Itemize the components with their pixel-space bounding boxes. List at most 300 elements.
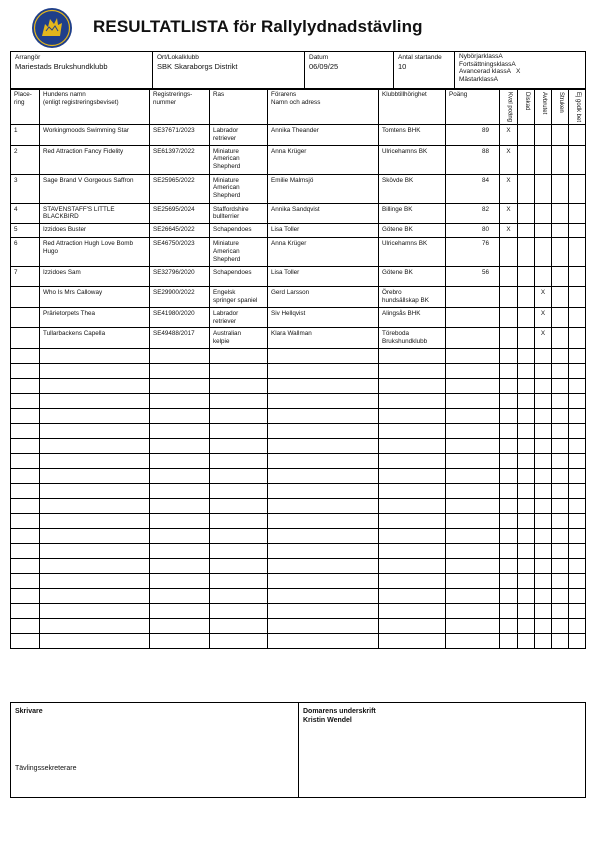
struken-cell (552, 174, 569, 203)
ejgodkand-cell (569, 287, 586, 308)
ras-cell: Engelsk springer spaniel (210, 287, 268, 308)
signature-table (10, 702, 586, 798)
empty-row (11, 408, 586, 423)
sekreterare-label: Tävlingssekreterare (15, 765, 77, 772)
ejgodkand-cell (569, 328, 586, 349)
empty-cell (552, 543, 569, 558)
col-kval-label: Kval poäng (506, 92, 513, 123)
empty-cell (446, 513, 500, 528)
empty-cell (446, 603, 500, 618)
empty-cell (40, 393, 150, 408)
empty-cell (500, 603, 518, 618)
empty-cell (268, 378, 379, 393)
empty-cell (40, 378, 150, 393)
empty-cell (268, 363, 379, 378)
empty-cell (518, 363, 535, 378)
empty-cell (535, 468, 552, 483)
empty-cell (268, 603, 379, 618)
diskad-cell (518, 328, 535, 349)
kval-cell: X (500, 203, 518, 224)
empty-cell (500, 438, 518, 453)
avbrutet-cell: X (535, 307, 552, 328)
empty-cell (268, 573, 379, 588)
kval-cell (500, 328, 518, 349)
empty-cell (535, 603, 552, 618)
empty-cell (569, 348, 586, 363)
empty-row (11, 348, 586, 363)
empty-row (11, 558, 586, 573)
empty-cell (446, 408, 500, 423)
empty-cell (379, 393, 446, 408)
empty-cell (268, 513, 379, 528)
antal-label: Antal startande (398, 54, 442, 61)
empty-cell (11, 603, 40, 618)
empty-cell (500, 513, 518, 528)
domare-label: Domarens underskrift (303, 708, 376, 715)
empty-cell (150, 573, 210, 588)
placering-cell: 1 (11, 125, 40, 146)
diskad-cell (518, 125, 535, 146)
empty-cell (150, 528, 210, 543)
empty-cell (268, 348, 379, 363)
empty-cell (11, 378, 40, 393)
avbrutet-cell (535, 145, 552, 174)
ejgodkand-cell (569, 145, 586, 174)
regnr-cell: SE29900/2022 (150, 287, 210, 308)
col-klubb: Klubbtillhörighet (379, 89, 446, 125)
kval-cell (500, 238, 518, 267)
empty-cell (40, 603, 150, 618)
forare-cell: Anna Krüger (268, 238, 379, 267)
placering-cell: 5 (11, 224, 40, 238)
empty-row (11, 618, 586, 633)
empty-cell (11, 633, 40, 648)
poang-cell (446, 328, 500, 349)
col-hundnamn: Hundens namn (enligt registreringsbeviset) (40, 89, 150, 125)
empty-cell (379, 543, 446, 558)
empty-cell (11, 558, 40, 573)
empty-cell (210, 453, 268, 468)
empty-cell (379, 633, 446, 648)
klubb-cell: Örebro hundsällskap BK (379, 287, 446, 308)
empty-cell (268, 588, 379, 603)
empty-cell (535, 438, 552, 453)
empty-cell (500, 378, 518, 393)
empty-cell (535, 513, 552, 528)
empty-cell (518, 528, 535, 543)
empty-cell (40, 453, 150, 468)
empty-cell (552, 423, 569, 438)
domare-cell (299, 703, 586, 798)
empty-cell (446, 498, 500, 513)
empty-cell (379, 618, 446, 633)
placering-cell: 7 (11, 267, 40, 287)
empty-row (11, 423, 586, 438)
empty-cell (500, 408, 518, 423)
empty-cell (11, 528, 40, 543)
empty-cell (552, 453, 569, 468)
empty-cell (500, 498, 518, 513)
empty-row (11, 453, 586, 468)
regnr-cell: SE25695/2024 (150, 203, 210, 224)
empty-cell (268, 498, 379, 513)
empty-cell (210, 408, 268, 423)
empty-cell (210, 543, 268, 558)
hund-cell: Red Attraction Hugh Love Bomb Hugo (40, 238, 150, 267)
page-title: RESULTATLISTA för Rallylydnadstävling (93, 17, 423, 36)
empty-cell (535, 588, 552, 603)
kval-cell: X (500, 145, 518, 174)
empty-cell (518, 348, 535, 363)
empty-cell (552, 558, 569, 573)
empty-cell (268, 438, 379, 453)
klubb-cell: Ulricehamns BK (379, 145, 446, 174)
poang-cell: 89 (446, 125, 500, 146)
empty-cell (40, 483, 150, 498)
empty-cell (552, 588, 569, 603)
struken-cell (552, 287, 569, 308)
empty-cell (379, 423, 446, 438)
empty-cell (552, 513, 569, 528)
antal-value: 10 (398, 61, 407, 71)
empty-cell (535, 498, 552, 513)
empty-cell (552, 633, 569, 648)
empty-cell (446, 543, 500, 558)
empty-cell (446, 483, 500, 498)
diskad-cell (518, 145, 535, 174)
empty-cell (552, 438, 569, 453)
ejgodkand-cell (569, 174, 586, 203)
diskad-cell (518, 238, 535, 267)
hund-cell: Red Attraction Fancy Fidelity (40, 145, 150, 174)
empty-cell (210, 468, 268, 483)
table-row (11, 203, 586, 224)
arrangor-value: Mariestads Brukshundklubb (15, 61, 108, 71)
struken-cell (552, 145, 569, 174)
avbrutet-cell: X (535, 287, 552, 308)
klass-line: NybörjarklassA (459, 53, 503, 60)
table-row (11, 267, 586, 287)
empty-cell (446, 363, 500, 378)
empty-cell (11, 588, 40, 603)
empty-cell (500, 468, 518, 483)
empty-cell (268, 423, 379, 438)
empty-cell (446, 423, 500, 438)
col-poang: Poäng (446, 89, 500, 125)
empty-cell (569, 498, 586, 513)
empty-cell (268, 558, 379, 573)
empty-cell (535, 618, 552, 633)
klubb-cell: Billinge BK (379, 203, 446, 224)
empty-cell (40, 348, 150, 363)
empty-cell (40, 513, 150, 528)
empty-cell (40, 558, 150, 573)
poang-cell: 88 (446, 145, 500, 174)
empty-cell (569, 513, 586, 528)
empty-cell (379, 573, 446, 588)
empty-cell (500, 483, 518, 498)
empty-cell (552, 618, 569, 633)
empty-cell (210, 393, 268, 408)
empty-cell (11, 573, 40, 588)
datum-label: Datum (309, 54, 329, 61)
empty-cell (210, 513, 268, 528)
empty-cell (518, 408, 535, 423)
ras-cell: Miniature American Shepherd (210, 174, 268, 203)
empty-cell (500, 423, 518, 438)
klass-line: MästarklassA (459, 75, 499, 83)
empty-cell (535, 483, 552, 498)
col-ras: Ras (210, 89, 268, 125)
empty-cell (518, 573, 535, 588)
klubb-cell: Töreboda Brukshundklubb (379, 328, 446, 349)
poang-cell: 84 (446, 174, 500, 203)
empty-cell (268, 453, 379, 468)
empty-cell (518, 378, 535, 393)
empty-cell (268, 618, 379, 633)
col-regnr: Registrerings- nummer (150, 89, 210, 125)
antal-cell (394, 52, 455, 90)
hund-cell: Sage Brand V Gorgeous Saffron (40, 174, 150, 203)
empty-cell (535, 558, 552, 573)
empty-cell (535, 348, 552, 363)
empty-cell (379, 468, 446, 483)
empty-cell (210, 633, 268, 648)
empty-cell (569, 588, 586, 603)
empty-row (11, 468, 586, 483)
empty-cell (552, 498, 569, 513)
placering-cell: 6 (11, 238, 40, 267)
forare-cell: Anna Krüger (268, 145, 379, 174)
empty-row (11, 513, 586, 528)
empty-cell (210, 483, 268, 498)
empty-cell (379, 483, 446, 498)
klubb-cell: Skövde BK (379, 174, 446, 203)
ras-cell: Miniature American Shepherd (210, 145, 268, 174)
empty-cell (210, 363, 268, 378)
kval-cell: X (500, 125, 518, 146)
hund-cell: STAVENSTAFF'S LITTLE BLACKBIRD (40, 203, 150, 224)
hund-cell: Who Is Mrs Calloway (40, 287, 150, 308)
empty-cell (11, 618, 40, 633)
table-row (11, 145, 586, 174)
placering-cell: 3 (11, 174, 40, 203)
diskad-cell (518, 224, 535, 238)
col-ejgodkand-label: Ej godk bet (574, 92, 581, 123)
empty-cell (518, 468, 535, 483)
empty-cell (40, 543, 150, 558)
ras-cell: Miniature American Shepherd (210, 238, 268, 267)
empty-cell (535, 363, 552, 378)
table-row (11, 125, 586, 146)
empty-cell (569, 618, 586, 633)
empty-cell (552, 393, 569, 408)
empty-cell (518, 498, 535, 513)
placering-cell (11, 307, 40, 328)
empty-cell (210, 588, 268, 603)
forare-cell: Emilie Malmsjö (268, 174, 379, 203)
col-diskad (518, 89, 535, 125)
empty-cell (518, 543, 535, 558)
empty-cell (40, 573, 150, 588)
kval-cell (500, 267, 518, 287)
datum-cell (305, 52, 394, 90)
empty-cell (500, 363, 518, 378)
domare-name: Kristin Wendel (303, 717, 352, 724)
col-diskad-label: Diskad (523, 92, 530, 111)
klubb-cell: Götene BK (379, 267, 446, 287)
empty-row (11, 573, 586, 588)
empty-cell (569, 603, 586, 618)
ejgodkand-cell (569, 125, 586, 146)
empty-cell (150, 513, 210, 528)
empty-cell (446, 348, 500, 363)
empty-cell (150, 363, 210, 378)
empty-cell (40, 528, 150, 543)
empty-cell (379, 588, 446, 603)
empty-cell (552, 363, 569, 378)
empty-cell (150, 393, 210, 408)
avbrutet-cell: X (535, 328, 552, 349)
klass-line: Avancerad klassA X (459, 68, 521, 75)
empty-cell (150, 438, 210, 453)
empty-cell (446, 573, 500, 588)
empty-cell (11, 453, 40, 468)
empty-cell (11, 513, 40, 528)
ras-cell: Australian kelpie (210, 328, 268, 349)
empty-cell (518, 588, 535, 603)
empty-cell (268, 528, 379, 543)
empty-cell (379, 603, 446, 618)
empty-cell (150, 543, 210, 558)
empty-cell (268, 408, 379, 423)
empty-cell (150, 633, 210, 648)
forare-cell: Annika Sandqvist (268, 203, 379, 224)
empty-row (11, 378, 586, 393)
ejgodkand-cell (569, 267, 586, 287)
empty-cell (446, 468, 500, 483)
regnr-cell: SE25965/2022 (150, 174, 210, 203)
empty-row (11, 633, 586, 648)
ort-value: SBK Skaraborgs Distrikt (157, 61, 238, 71)
forare-cell: Siv Hellqvist (268, 307, 379, 328)
empty-cell (569, 423, 586, 438)
empty-cell (150, 348, 210, 363)
empty-row (11, 498, 586, 513)
empty-cell (446, 558, 500, 573)
empty-cell (446, 438, 500, 453)
klass-line: FortsättningsklassA (459, 60, 516, 68)
poang-cell: 56 (446, 267, 500, 287)
skrivare-cell (11, 703, 299, 798)
klubb-cell: Ulricehamns BK (379, 238, 446, 267)
empty-cell (552, 468, 569, 483)
empty-cell (500, 618, 518, 633)
empty-cell (569, 393, 586, 408)
poang-cell (446, 307, 500, 328)
empty-cell (150, 588, 210, 603)
ras-cell: Staffordshire bullterrier (210, 203, 268, 224)
placering-cell: 4 (11, 203, 40, 224)
empty-cell (379, 408, 446, 423)
empty-cell (40, 588, 150, 603)
regnr-cell: SE32796/2020 (150, 267, 210, 287)
empty-cell (40, 468, 150, 483)
empty-cell (446, 633, 500, 648)
empty-cell (500, 588, 518, 603)
empty-cell (518, 453, 535, 468)
empty-cell (11, 408, 40, 423)
empty-cell (535, 453, 552, 468)
empty-cell (446, 618, 500, 633)
poang-cell: 82 (446, 203, 500, 224)
hund-cell: Tullarbackens Capella (40, 328, 150, 349)
club-logo-icon (31, 7, 73, 49)
empty-cell (150, 603, 210, 618)
empty-cell (552, 528, 569, 543)
empty-cell (569, 378, 586, 393)
empty-cell (446, 453, 500, 468)
regnr-cell: SE41980/2020 (150, 307, 210, 328)
hund-cell: Izzidoes Sam (40, 267, 150, 287)
col-avbrutet-label: Avbrutet (540, 92, 547, 115)
empty-row (11, 483, 586, 498)
empty-cell (150, 483, 210, 498)
empty-cell (11, 348, 40, 363)
empty-cell (11, 393, 40, 408)
empty-cell (379, 513, 446, 528)
empty-cell (379, 363, 446, 378)
col-struken-label: Struken (557, 92, 564, 113)
empty-cell (535, 378, 552, 393)
empty-cell (268, 543, 379, 558)
avbrutet-cell (535, 203, 552, 224)
empty-cell (11, 483, 40, 498)
empty-cell (569, 438, 586, 453)
col-ejgodkand (569, 89, 586, 125)
empty-cell (210, 378, 268, 393)
empty-cell (210, 528, 268, 543)
empty-cell (518, 483, 535, 498)
ejgodkand-cell (569, 203, 586, 224)
empty-cell (379, 438, 446, 453)
empty-cell (40, 438, 150, 453)
struken-cell (552, 125, 569, 146)
forare-cell: Klara Wallman (268, 328, 379, 349)
empty-cell (500, 453, 518, 468)
empty-cell (150, 558, 210, 573)
empty-cell (379, 348, 446, 363)
empty-cell (569, 408, 586, 423)
empty-row (11, 438, 586, 453)
avbrutet-cell (535, 125, 552, 146)
results-table (10, 88, 586, 649)
empty-cell (40, 633, 150, 648)
empty-cell (210, 573, 268, 588)
empty-cell (446, 588, 500, 603)
event-info-table (10, 51, 586, 90)
kval-cell (500, 287, 518, 308)
col-struken (552, 89, 569, 125)
datum-value: 06/09/25 (309, 61, 339, 71)
empty-row (11, 363, 586, 378)
empty-cell (569, 363, 586, 378)
empty-cell (535, 408, 552, 423)
empty-cell (11, 543, 40, 558)
empty-cell (552, 348, 569, 363)
empty-cell (40, 618, 150, 633)
empty-cell (268, 468, 379, 483)
